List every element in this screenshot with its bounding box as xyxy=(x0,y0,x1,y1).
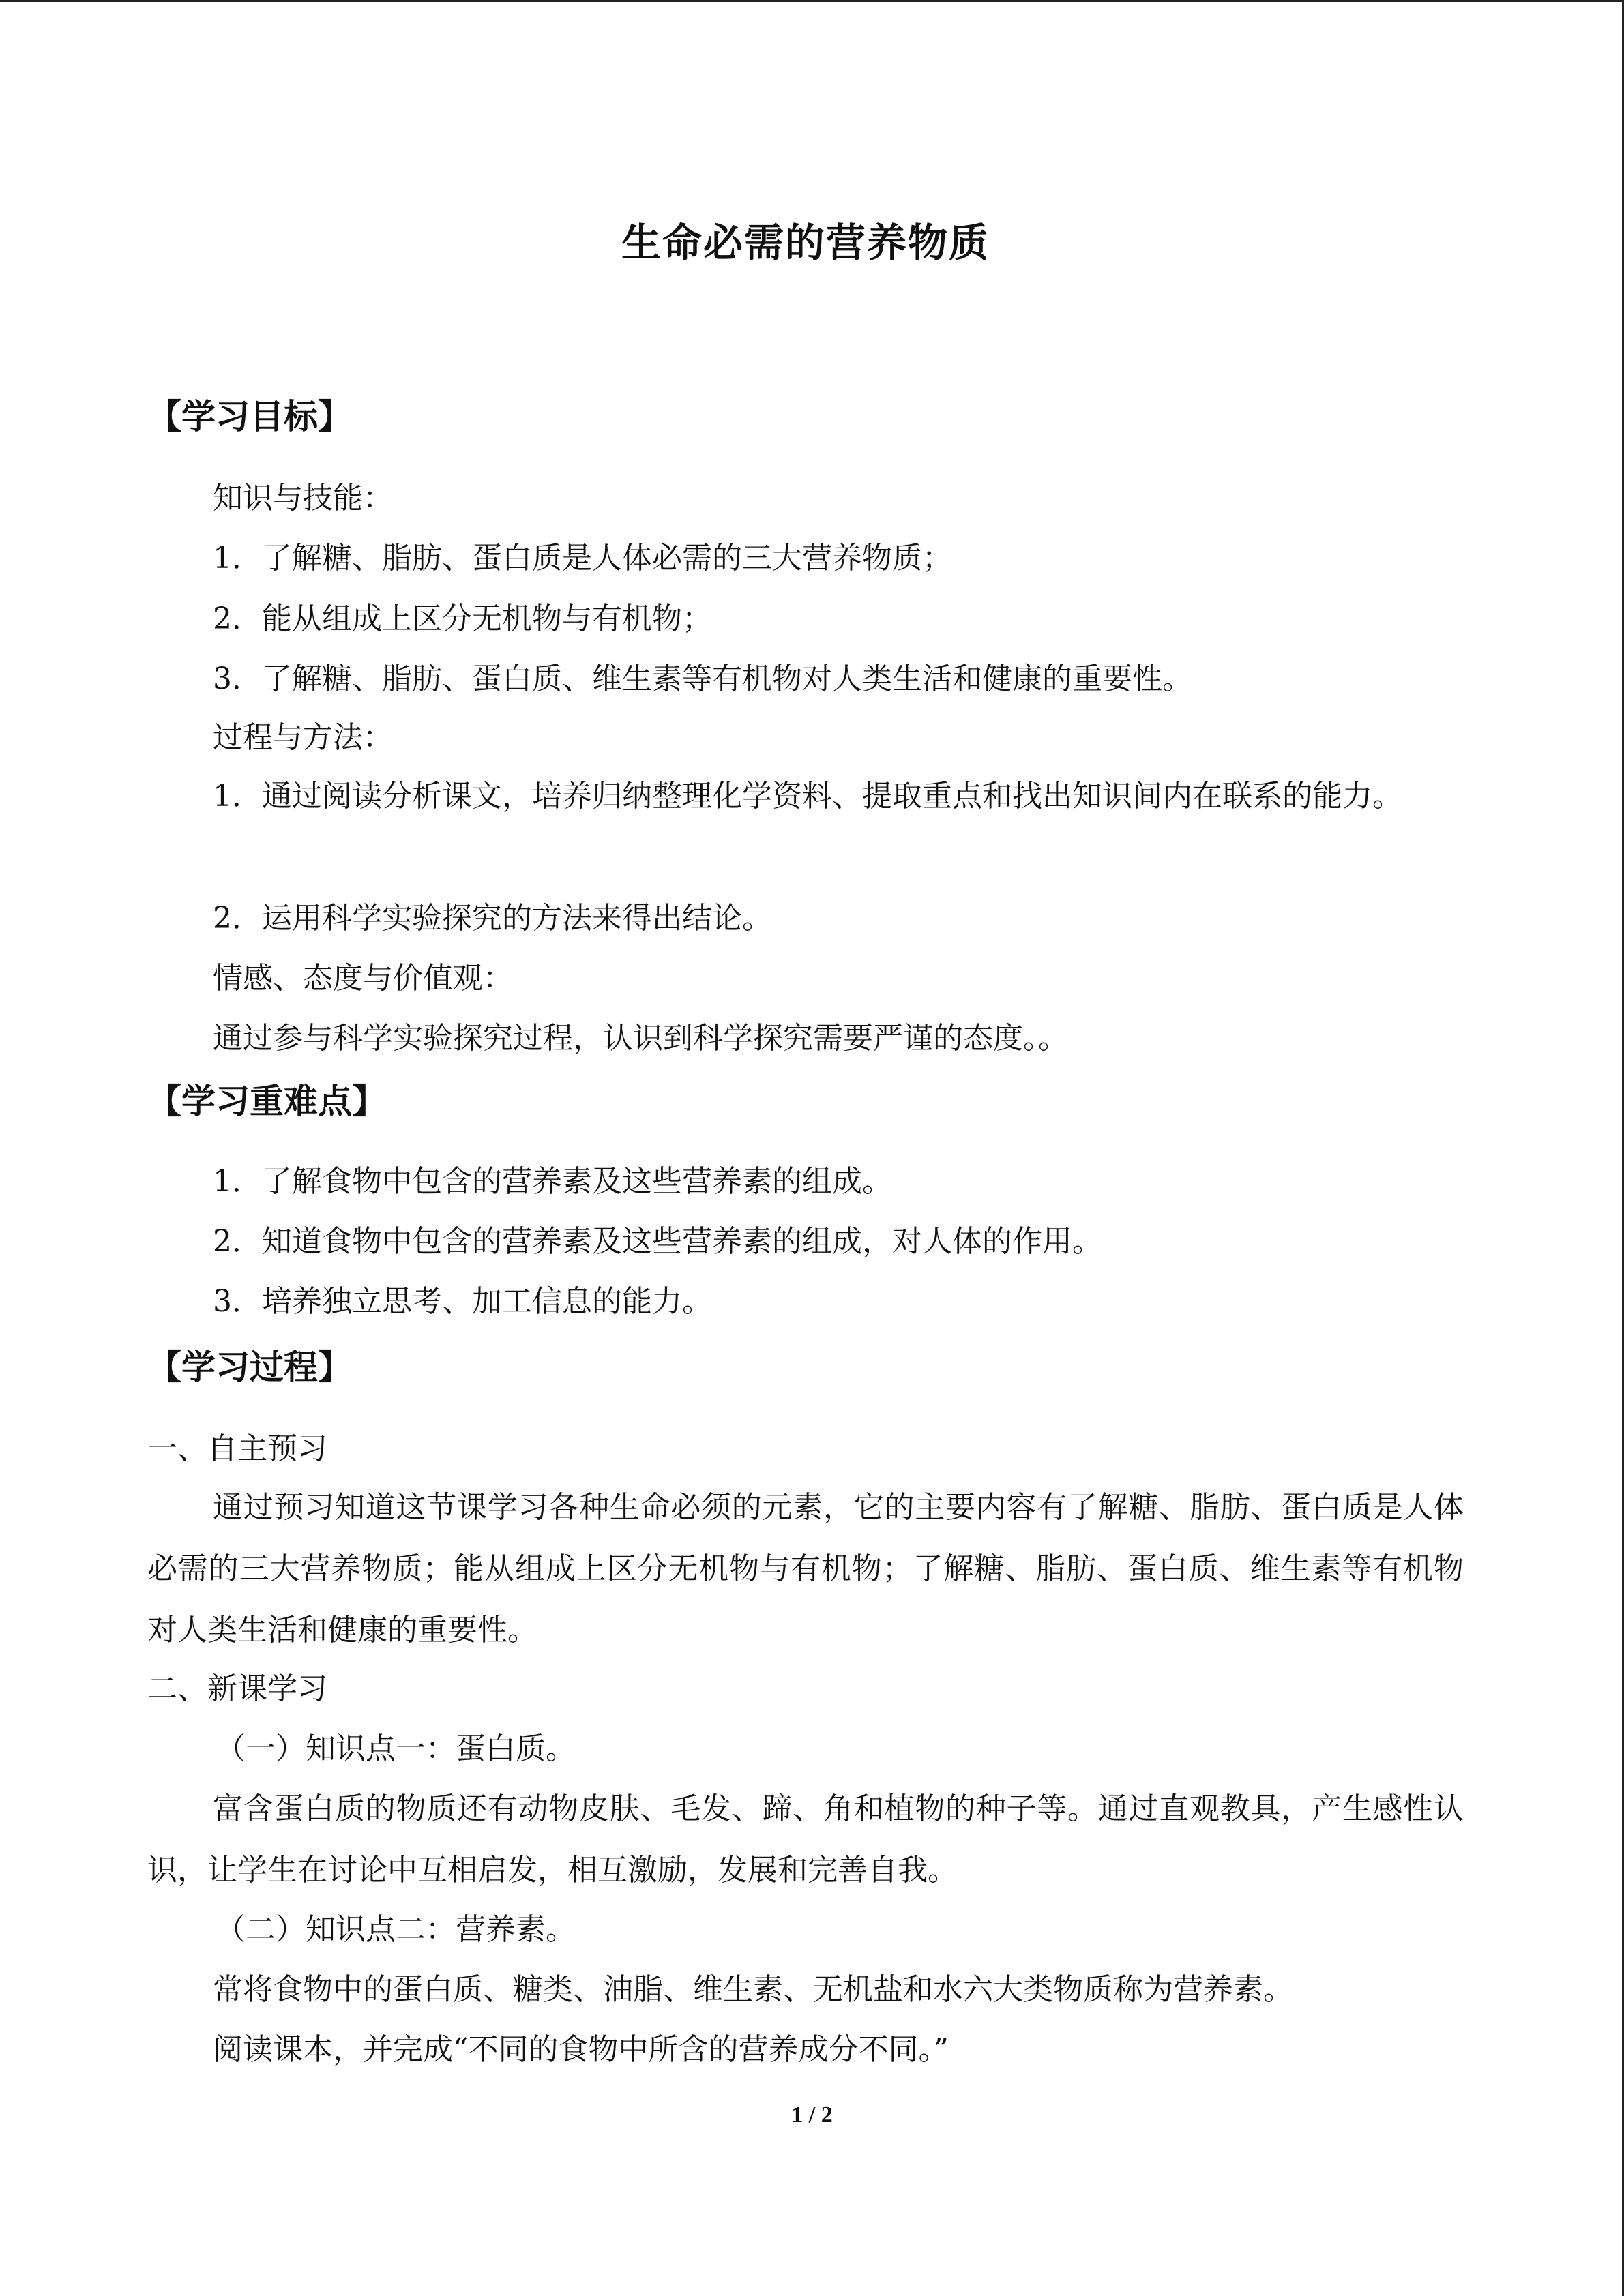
point2-line-1: 常将食物中的蛋白质、糖类、油脂、维生素、无机盐和水六大类物质称为营养素。 xyxy=(213,1972,1293,2007)
part2-title: 二、新课学习 xyxy=(147,1671,327,1706)
process-item-2: 2．运用科学实验探究的方法来得出结论。 xyxy=(213,901,772,936)
page-number: 1 / 2 xyxy=(791,2102,833,2128)
emotion-text: 通过参与科学实验探究过程，认识到科学探究需要严谨的态度。。 xyxy=(213,1021,1068,1056)
process-item-1: 1．通过阅读分析课文，培养归纳整理化学资料、提取重点和找出知识间内在联系的能力。 xyxy=(213,779,1402,814)
key-point-item-2: 2．知道食物中包含的营养素及这些营养素的组成，对人体的作用。 xyxy=(213,1224,1102,1259)
section-heading-objectives: 【学习目标】 xyxy=(147,397,352,436)
document-title: 生命必需的营养物质 xyxy=(621,220,990,266)
point2-line-2: 阅读课本，并完成“不同的食物中所含的营养成分不同。” xyxy=(213,2032,949,2067)
part1-title: 一、自主预习 xyxy=(147,1431,327,1466)
point1-title: （一）知识点一：蛋白质。 xyxy=(216,1731,576,1766)
key-point-item-1: 1．了解食物中包含的营养素及这些营养素的组成。 xyxy=(213,1164,892,1199)
knowledge-item-3: 3．了解糖、脂肪、蛋白质、维生素等有机物对人类生活和健康的重要性。 xyxy=(213,661,1192,696)
section-heading-process: 【学习过程】 xyxy=(147,1347,352,1387)
emotion-label: 情感、态度与价值观： xyxy=(213,961,513,996)
key-point-item-3: 3．培养独立思考、加工信息的能力。 xyxy=(213,1284,712,1319)
point1-paragraph: 富含蛋白质的物质还有动物皮肤、毛发、蹄、角和植物的种子等。通过直观教具，产生感性认识，让学生在讨论中互相启发，相互激励，发展和完善自我。 xyxy=(147,1791,1464,1888)
process-label: 过程与方法： xyxy=(213,720,393,755)
knowledge-label: 知识与技能： xyxy=(213,481,393,516)
section-heading-key-points: 【学习重难点】 xyxy=(147,1082,386,1121)
knowledge-item-2: 2．能从组成上区分无机物与有机物； xyxy=(213,601,712,636)
knowledge-item-1: 1．了解糖、脂肪、蛋白质是人体必需的三大营养物质； xyxy=(213,541,952,576)
point2-title: （二）知识点二：营养素。 xyxy=(216,1912,576,1947)
part1-paragraph: 通过预习知道这节课学习各种生命必须的元素，它的主要内容有了解糖、脂肪、蛋白质是人体必需的三大营养物质；能从组成上区分无机物与有机物；了解糖、脂肪、蛋白质、维生素等有机物对人类生活和健康的重要性。 xyxy=(147,1490,1464,1648)
